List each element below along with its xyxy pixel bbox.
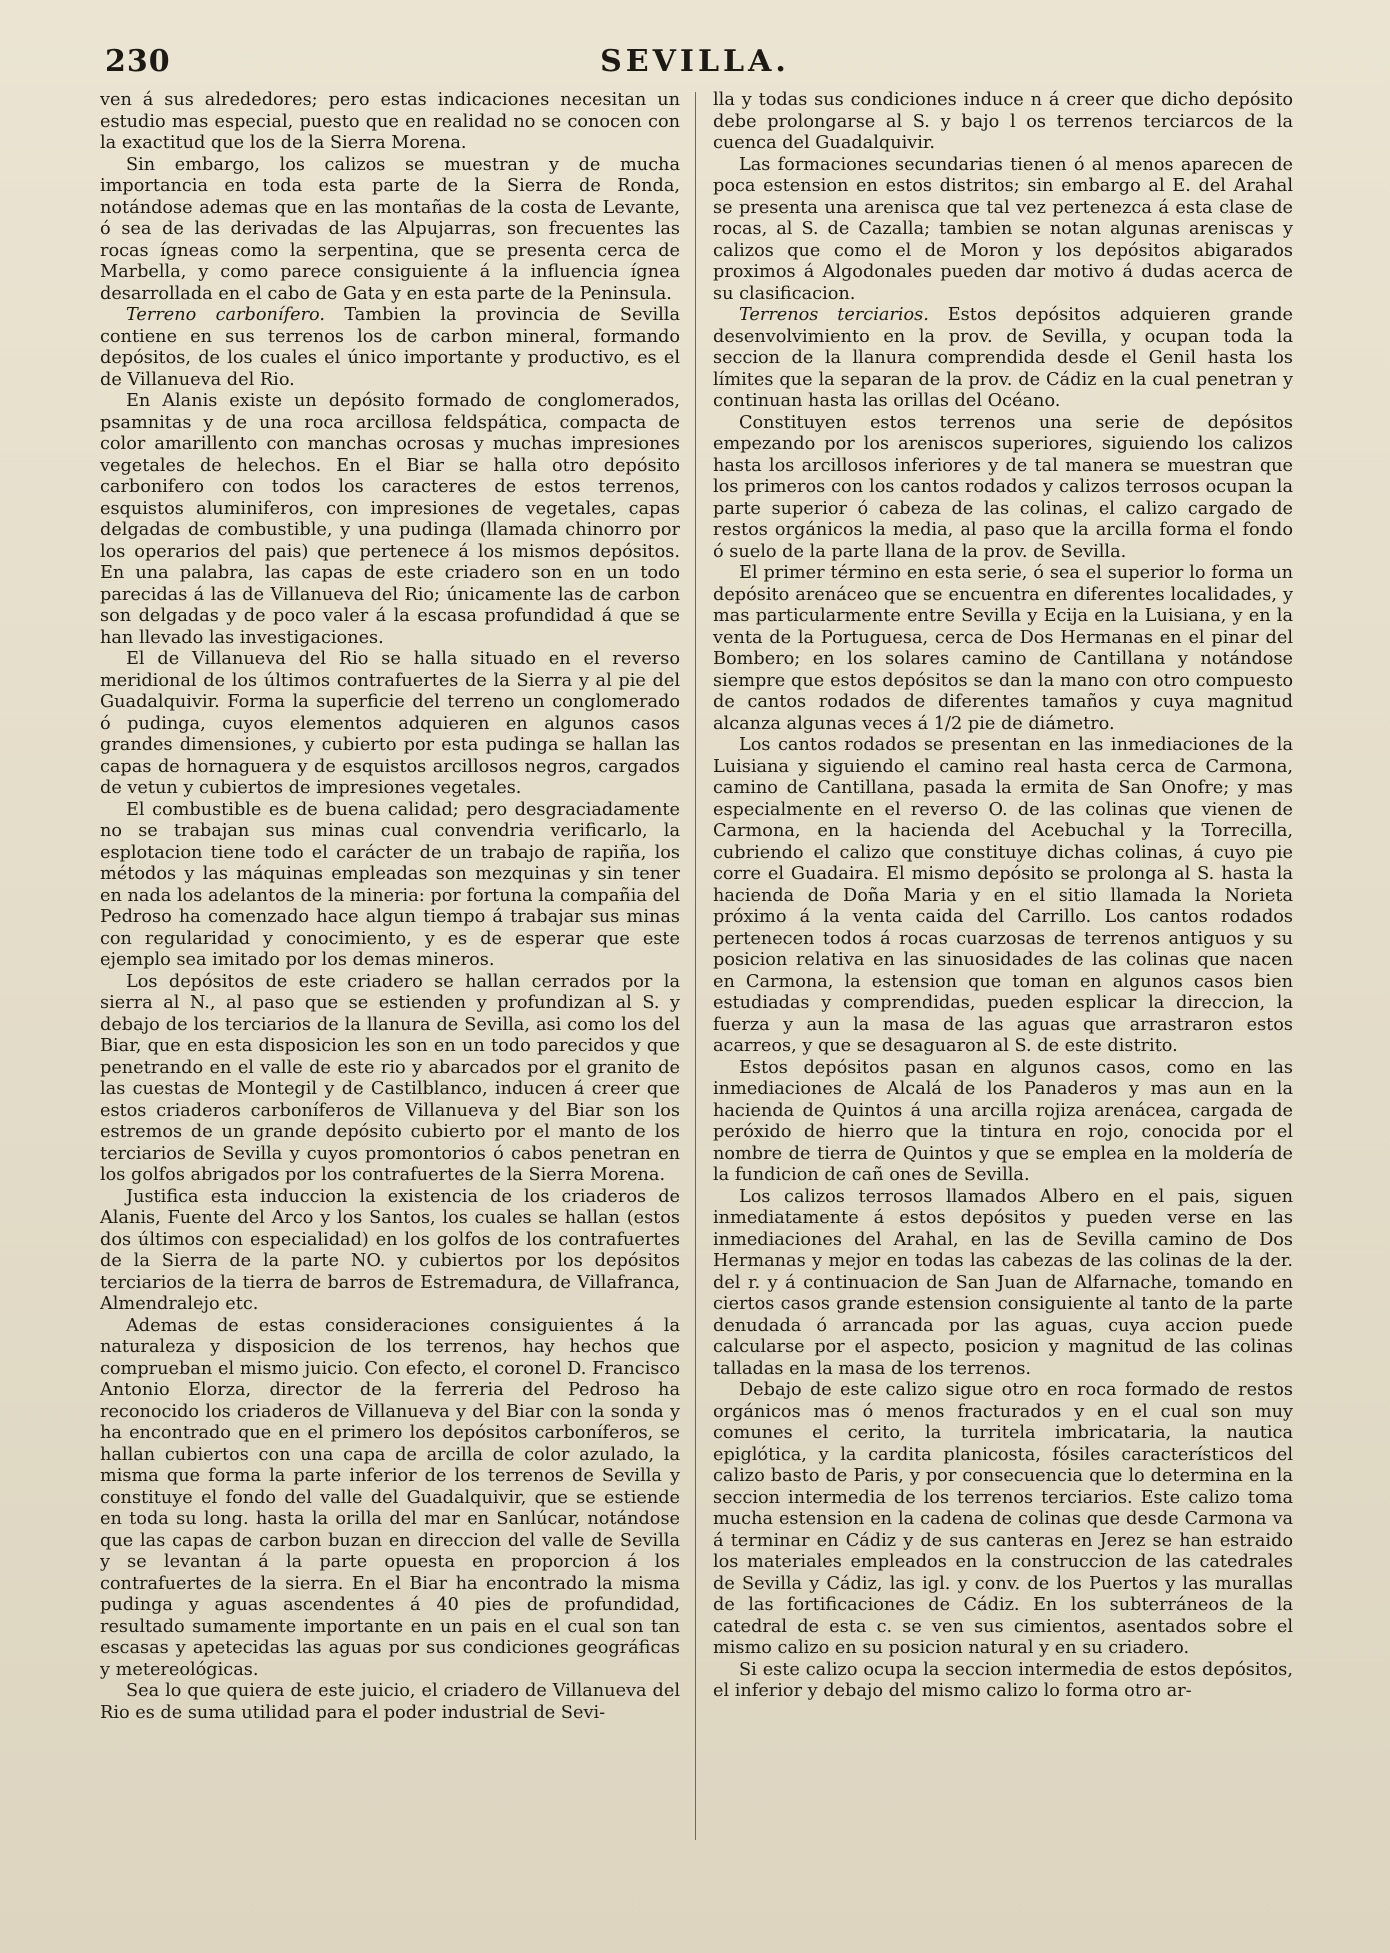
paragraph — [100, 649, 680, 800]
paragraph — [100, 1681, 680, 1724]
paragraph-text: ven á sus alrededores; pero estas indicaciones necesitan un estudio mas especial, puesto que en realidad no se conocen con la exactitud que los de la Sierra Morena. — [100, 90, 680, 153]
paragraph-text: Las formaciones secundarias tienen ó al menos aparecen de poca estension en estos distritos; sin embargo al E. del Arahal se presenta una arenisca que tal vez pertenezca á esta clase de rocas, al S. de Cazalla; tambien se notan algunas areniscas y calizos que como el de Moron y los depósitos abigarados proximos á Algodonales pueden dar motivo á dudas acerca de su clasificacion. — [713, 154, 1293, 304]
paragraph — [100, 1187, 680, 1316]
paragraph — [713, 1058, 1293, 1187]
left-column — [100, 90, 680, 1724]
paragraph — [100, 391, 680, 649]
paragraph-text: Estos depósitos pasan en algunos casos, como en las inmediaciones de Alcalá de los Panaderos y mas aun en la hacienda de Quintos á una arcilla rojiza arenácea, cargada de peróxido de hierro que la tintura en rojo, conocida por el nombre de tierra de Quintos y que se emplea en la moldería de la fundicion de cañ ones de Sevilla. — [713, 1057, 1293, 1185]
paragraph — [100, 90, 680, 155]
page-number: 230 — [105, 44, 171, 79]
paragraph-text: Ademas de estas consideraciones consiguientes á la naturaleza y disposicion de los terrenos, hay hechos que comprueban el mismo juicio. Con efecto, el coronel D. Francisco Antonio Elorza, director de la ferreria del Pedroso ha reconocido los criaderos de Villanueva y del Biar con la sonda y ha encontrado que en el primero los depósitos carboníferos, se hallan cubiertos con una capa de arcilla de color azulado, la misma que forma la parte inferior de los terrenos de Sevilla y constituye el fondo del valle del Guadalquivir, que se estiende en toda su long. hasta la orilla del mar en Sanlúcar, notándose que las capas de carbon buzan en direccion del valle de Sevilla y se levantan á la parte opuesta en proporcion á los contrafuertes de la sierra. En el Biar ha encontrado la misma pudinga y aguas ascendentes á 40 pies de profundidad, resultado sumamente importante en un pais en el cual son tan escasas y apetecidas las aguas por sus condiciones geográficas y metereológicas. — [100, 1315, 680, 1680]
paragraph — [100, 155, 680, 306]
paragraph-text: Los cantos rodados se presentan en las inmediaciones de la Luisiana y siguiendo el camino real hasta cerca de Carmona, camino de Cantillana, pasada la ermita de San Onofre; y mas especialmente en el reverso O. de las colinas que vienen de Carmona, en la hacienda del Acebuchal y la Torrecilla, cubriendo el calizo que constituye dichas colinas, á cuyo pie corre el Guadaira. El mismo depósito se prolonga al S. hasta la hacienda de Doña Maria y en el sitio llamada la Norieta próximo á la venta caida del Carrillo. Los cantos rodados pertenecen todos á rocas cuarzosas de terrenos antiguos y su posicion relativa en las sinuosidades de las colinas que nacen en Carmona, la estension que toman en algunos casos bien estudiadas y comprendidas, pueden esplicar la direccion, la fuerza y aun la masa de las aguas que arrastraron estos acarreos, y que se desaguaron al S. de este distrito. — [713, 735, 1293, 1056]
paragraph-text: Si este calizo ocupa la seccion intermedia de estos depósitos, el inferior y debajo del mismo calizo lo forma otro ar- — [713, 1659, 1293, 1701]
paragraph-text: El de Villanueva del Rio se halla situado en el reverso meridional de los últimos contrafuertes de la Sierra y al pie del Guadalquivir. Forma la superficie del terreno un conglomerado ó pudinga, cuyos elementos adquieren en algunos casos grandes dimensiones, y cubierto por esta pudinga se hallan las capas de hornaguera y de esquistos arcillosos negros, cargados de vetun y cubiertos de impresiones vegetales. — [100, 649, 680, 798]
section-heading: Terrenos terciarios. — [739, 305, 929, 325]
paragraph — [100, 972, 680, 1187]
paragraph — [713, 155, 1293, 306]
paragraph-text: Los calizos terrosos llamados Albero en el pais, siguen inmediatamente á estos depósitos y pueden verse en las inmediaciones del Arahal, en las de Sevilla camino de Dos Hermanas y mejor en todas las cabezas de las colinas de la der. del r. y á continuacion de San Juan de Alfarnache, tomando en ciertos casos grande estension consiguiente al tanto de la parte denudada ó arrancada por las aguas, cuya accion puede calcularse por el aspecto, posicion y magnitud de las colinas talladas en la masa de los terrenos. — [713, 1186, 1293, 1379]
paragraph — [713, 1380, 1293, 1660]
paragraph-text: Estos depósitos adquieren grande desenvolvimiento en la prov. de Sevilla, y ocupan toda la seccion de la llanura comprendida desde el Genil hasta los límites que la separan de la prov. de Cádiz en la cual penetran y continuan hasta las orillas del Océano. — [713, 305, 1293, 411]
paragraph — [100, 1316, 680, 1682]
paragraph-text: En Alanis existe un depósito formado de conglomerados, psamnitas y de una roca arcillosa feldspática, compacta de color amarillento con manchas ocrosas y muchas impresiones vegetales de helechos. En el Biar se halla otro depósito carbonifero con todos los caracteres de estos terrenos, esquistos aluminiferos, con impresiones de vegetales, capas delgadas de combustible, y una pudinga (llamada chinorro por los operarios del pais) que pertenece á los mismos depósitos. En una palabra, las capas de este criadero son en un todo parecidas á las de Villanueva del Rio; únicamente las de carbon son delgadas y de poco valer á la escasa profundidad á que se han llevado las investigaciones. — [100, 391, 680, 648]
column-divider — [695, 92, 696, 1840]
paragraph — [713, 1660, 1293, 1703]
paragraph-text: El combustible es de buena calidad; pero desgraciadamente no se trabajan sus minas cual convendria verificarlo, la esplotacion tiene todo el carácter de un trabajo de rapiña, los métodos y las máquinas empleadas son mezquinas y sin tener en nada los adelantos de la mineria: por fortuna la compañia del Pedroso ha comenzado hace algun tiempo á trabajar sus minas con regularidad y conocimiento, y es de esperar que este ejemplo sea imitado por los demas mineros. — [100, 799, 680, 970]
paragraph — [100, 800, 680, 972]
paragraph-text: Sea lo que quiera de este juicio, el criadero de Villanueva del Rio es de suma utilidad para el poder industrial de Sevi- — [100, 1681, 680, 1723]
paragraph-text: Sin embargo, los calizos se muestran y de mucha importancia en toda esta parte de la Sierra de Ronda, notándose ademas que en las montañas de la costa de Levante, ó sea de las derivadas de las Alpujarras, son frecuentes las rocas ígneas como la serpentina, que se presenta cerca de Marbella, y como parece consiguiente á la influencia ígnea desarrollada en el cabo de Gata y en esta parte de la Peninsula. — [100, 154, 680, 304]
section-heading: Terreno carbonífero. — [126, 305, 326, 325]
paragraph — [713, 305, 1293, 413]
paragraph-text: Tambien la provincia de Sevilla contiene en sus terrenos los de carbon mineral, formando depósitos, de los cuales el único importante y productivo, es el de Villanueva del Rio. — [100, 305, 680, 390]
paragraph-text: lla y todas sus condiciones induce n á creer que dicho depósito debe prolongarse al S. y bajo l os terrenos terciarcos de la cuenca del Guadalquivir. — [713, 90, 1293, 153]
paragraph — [713, 1187, 1293, 1381]
paragraph — [713, 563, 1293, 735]
paragraph — [100, 305, 680, 391]
paragraph — [713, 413, 1293, 564]
paragraph — [713, 735, 1293, 1058]
paragraph-text: Justifica esta induccion la existencia de los criaderos de Alanis, Fuente del Arco y los Santos, los cuales se hallan (estos dos últimos con especialidad) en los golfos de los contrafuertes de la Sierra de la parte NO. y cubiertos por los depósitos terciarios de la tierra de barros de Estremadura, de Villafranca, Almendralejo etc. — [100, 1186, 680, 1314]
paragraph — [713, 90, 1293, 155]
paragraph-text: Debajo de este calizo sigue otro en roca formado de restos orgánicos mas ó menos fracturados y en el cual son muy comunes el cerito, la turritela imbricataria, la nautica epiglótica, y la cardita planicosta, fósiles característicos del calizo basto de Paris, y por consecuencia que lo determina en la seccion intermedia de los terrenos terciarios. Este calizo toma mucha estension en la cadena de colinas que desde Carmona va á terminar en Cádiz y de sus canteras en Jerez se han estraido los materiales empleados en la construccion de las catedrales de Sevilla y Cádiz, las igl. y conv. de los Puertos y las murallas de las fortificaciones de Cádiz. En los subterráneos de la catedral de esta c. se ven sus cimientos, asentados sobre el mismo calizo en su posicion natural y en su criadero. — [713, 1380, 1293, 1658]
running-title: SEVILLA. — [600, 44, 790, 79]
paragraph-text: Los depósitos de este criadero se hallan cerrados por la sierra al N., al paso que se estienden y profundizan al S. y debajo de los terciarios de la llanura de Sevilla, asi como los del Biar, que en esta disposicion les son en un todo parecidos y que penetrando en el valle de este rio y abarcados por el granito de las cuestas de Montegil y de Castilblanco, inducen á creer que estos criaderos carboníferos de Villanueva y del Biar son los estremos de un grande depósito cubierto por el manto de los terciarios de Sevilla y cuyos promontorios ó cabos penetran en los golfos abrigados por los contrafuertes de la Sierra Morena. — [100, 971, 680, 1185]
paragraph-text: El primer término en esta serie, ó sea el superior lo forma un depósito arenáceo que se encuentra en diferentes localidades, y mas particularmente entre Sevilla y Ecija en la Luisiana, y en la venta de la Portuguesa, cerca de Dos Hermanas en el pinar del Bombero; en los solares camino de Cantillana y notándose siempre que estos depósitos se dan la mano con otro compuesto de cantos rodados de diferentes tamaños y cuya magnitud alcanza algunas veces á 1/2 pie de diámetro. — [713, 563, 1293, 734]
paragraph-text: Constituyen estos terrenos una serie de depósitos empezando por los areniscos superiores, siguiendo los calizos hasta los arcillosos inferiores y de tal manera se muestran que los primeros con los cantos rodados y calizos terrosos ocupan la parte superior ó cabeza de las colinas, el calizo cargado de restos orgánicos la media, al paso que la arcilla forma el fondo ó suelo de la parte llana de la prov. de Sevilla. — [713, 412, 1293, 562]
right-column — [713, 90, 1293, 1703]
